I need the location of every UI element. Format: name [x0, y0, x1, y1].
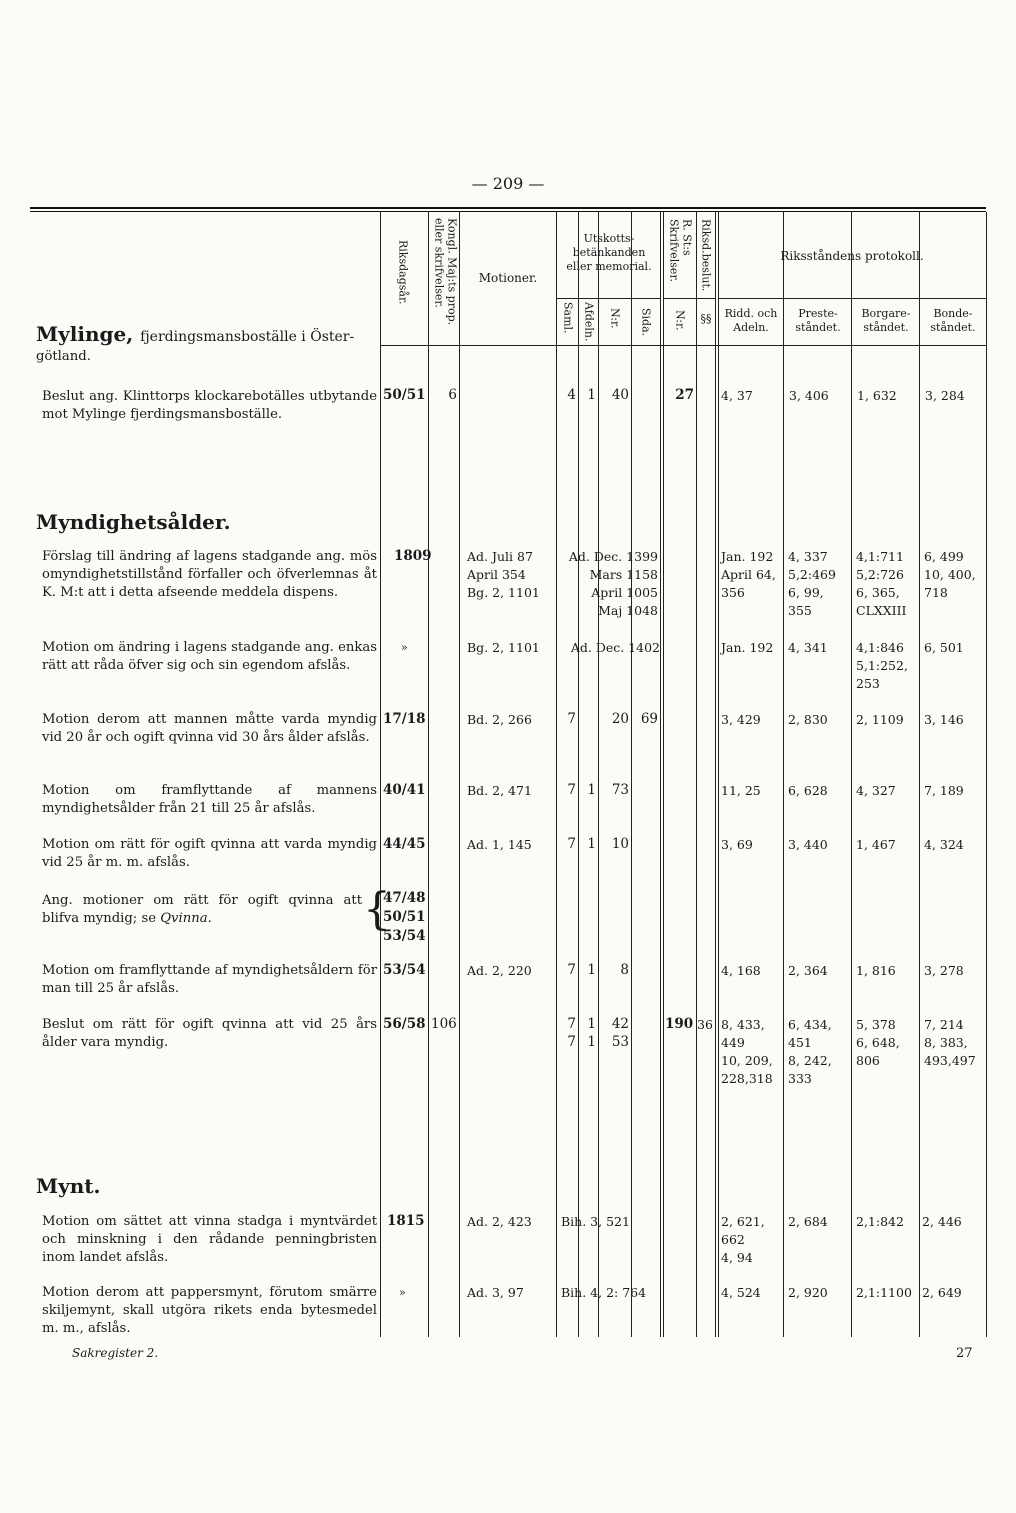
header-par: §§ [700, 312, 712, 325]
header-kongl-prop: Kongl. Maj:ts prop. eller skrifvelser. [432, 218, 459, 326]
entry-saml: 7 [567, 1016, 576, 1032]
footer-register: Sakregister 2. [72, 1346, 159, 1360]
entry-rsts: 27 [675, 387, 694, 403]
entry-saml: 4 [567, 387, 576, 403]
entry-motion: Ad. 2, 423 [467, 1214, 532, 1229]
entry-nr: 20 [611, 711, 629, 727]
entry-afd: 1 [587, 782, 596, 798]
entry-borg: 2,1:1100 [856, 1285, 912, 1300]
header-sub-line [663, 298, 715, 299]
entry-description: Motion om rätt för ogift qvinna att varda myndig vid 25 år m. m. afslås. [42, 837, 377, 870]
entry-preste: 3, 440 [788, 837, 828, 852]
entry-ridd: 4, 94 [721, 1250, 753, 1265]
entry-borg: 4,1:846 [856, 640, 904, 655]
col-line [631, 212, 632, 1337]
entry-cross-reference [42, 892, 362, 928]
entry-sida: 69 [640, 711, 658, 727]
header-sub-line [718, 298, 986, 299]
entry-bonde: 3, 278 [924, 963, 964, 978]
entry-borg: CLXXIII [856, 603, 907, 618]
entry-bonde: 6, 499 [924, 549, 964, 564]
header-sida: Sida. [639, 308, 653, 337]
entry-saml: 7 [567, 836, 576, 852]
entry-motion: Bg. 2, 1101 [467, 585, 540, 600]
entry-preste: 2, 684 [788, 1214, 828, 1229]
entry-borg: 2, 1109 [856, 712, 904, 727]
entry-nr: 73 [611, 782, 629, 798]
entry-utskott: Maj 1048 [598, 603, 658, 618]
entry-bonde: 718 [924, 585, 948, 600]
entry-motion: Bd. 2, 266 [467, 712, 532, 727]
entry-motion: Ad. 3, 97 [467, 1285, 524, 1300]
entry-ridd: 449 [721, 1035, 745, 1050]
entry-bonde: 3, 284 [925, 388, 965, 403]
entry-motion: April 354 [467, 567, 526, 582]
entry-motion: Ad. 2, 220 [467, 963, 532, 978]
entry-description: Förslag till ändring af lagens stadgande ang. mös omyndighetstillstånd förfaller och öfverlemnas åt K. M:t att i detta afseende meddela dispens. [42, 549, 377, 600]
entry-ridd: April 64, [721, 567, 776, 582]
entry-description: Beslut om rätt för ogift qvinna att vid 25 års ålder vara myndig. [42, 1017, 377, 1050]
entry-preste: 333 [788, 1071, 812, 1086]
entry-bonde: 2, 446 [922, 1214, 962, 1229]
header-ridd: Ridd. och Adeln. [724, 307, 778, 334]
entry-bonde: 8, 383, [924, 1035, 968, 1050]
section-heading-mynt: Mynt. [36, 1174, 101, 1198]
header-saml: Saml. [561, 302, 575, 334]
entry-borg: 5,2:726 [856, 567, 904, 582]
entry-saml: 7 [567, 711, 576, 727]
col-line [459, 212, 460, 1337]
header-riksd-beslut: Riksd.beslut. [699, 219, 713, 292]
header-nr: N:r. [608, 308, 622, 329]
entry-preste: 4, 341 [788, 640, 828, 655]
header-protokoll: Riksståndens protokoll. [780, 249, 924, 263]
entry-bonde: 2, 649 [922, 1285, 962, 1300]
entry-nr: 53 [611, 1034, 629, 1050]
entry-year: 56/58 [383, 1016, 426, 1032]
entry-description: Motion om sättet att vinna stadga i myntvärdet och minskning i den rådande penningbristen inom landet afslås. [42, 1214, 377, 1265]
header-nr2: N:r. [673, 310, 687, 331]
entry-preste: 2, 920 [788, 1285, 828, 1300]
entry-ridd: 356 [721, 585, 745, 600]
section-heading-mylinge [36, 322, 354, 346]
cross-reference-link[interactable]: Qvinna. [160, 911, 212, 926]
entry-year: 40/41 [383, 782, 426, 798]
entry-prop: 106 [431, 1016, 457, 1032]
entry-ridd: 228,318 [721, 1071, 773, 1086]
entry-motion: Bg. 2, 1101 [467, 640, 540, 655]
entry-nr: 40 [611, 387, 629, 403]
col-line [660, 212, 661, 1337]
entry-utskott: Ad. Dec. 1399 [568, 549, 658, 564]
col-line [578, 212, 579, 1337]
entry-bonde: 493,497 [924, 1053, 976, 1068]
col-line [715, 212, 716, 1337]
brace: { [363, 884, 391, 935]
entry-ridd: Jan. 192 [721, 640, 774, 655]
entry-year: 47/48 [383, 890, 426, 906]
entry-borg: 1, 632 [857, 388, 897, 403]
entry-saml: 7 [567, 962, 576, 978]
entry-description: Motion derom att mannen måtte varda myndig vid 20 år och ogift qvinna vid 30 års ålder afslås. [42, 712, 377, 745]
heading-subtitle: fjerdingsmansboställe i Öster- [140, 329, 355, 345]
header-rsts: R. St:s Skrifvelser. [667, 219, 694, 282]
header-motioner: Motioner. [478, 271, 538, 285]
entry-ridd: 4, 524 [721, 1285, 761, 1300]
entry-borg: 5,1:252, [856, 658, 908, 673]
entry-bonde: 3, 146 [924, 712, 964, 727]
header-riksdagsar: Riksdagsår. [396, 240, 410, 305]
entry-preste: 3, 406 [789, 388, 829, 403]
entry-motion: Ad. Juli 87 [467, 549, 533, 564]
header-afdeln: Afdeln. [582, 302, 596, 342]
entry-rsts: 190 [665, 1016, 694, 1032]
entry-year: 50/51 [383, 387, 426, 403]
header-bottom-line [380, 345, 986, 346]
top-rule [30, 207, 986, 209]
entry-ridd: 2, 621, [721, 1214, 765, 1229]
entry-afd: 1 [587, 962, 596, 978]
entry-motion: Ad. 1, 145 [467, 837, 532, 852]
entry-nr: 10 [611, 836, 629, 852]
entry-borg: 6, 648, [856, 1035, 900, 1050]
entry-afd: 1 [587, 1034, 596, 1050]
entry-borg: 4,1:711 [856, 549, 904, 564]
col-line [556, 212, 557, 1337]
entry-borg: 4, 327 [856, 783, 896, 798]
col-line [919, 212, 920, 1337]
heading-title: Mylinge, [36, 322, 134, 346]
entry-description: Motion om framflyttande af mannens myndighetsålder från 21 till 25 år afslås. [42, 783, 377, 816]
entry-description: Motion om framflyttande af myndighetsåldern för man till 25 år afslås. [42, 963, 377, 996]
entry-preste: 6, 434, [788, 1017, 832, 1032]
header-sub-line [556, 298, 660, 299]
entry-ridd: 10, 209, [721, 1053, 773, 1068]
entry-ridd: 4, 37 [721, 388, 753, 403]
entry-motion: Bd. 2, 471 [467, 783, 532, 798]
entry-afd: 1 [587, 1016, 596, 1032]
entry-borg: 6, 365, [856, 585, 900, 600]
footer-sheet-number: 27 [956, 1346, 973, 1361]
entry-borg: 1, 816 [856, 963, 896, 978]
entry-borg: 253 [856, 676, 880, 691]
entry-preste: 2, 364 [788, 963, 828, 978]
entry-ridd: 3, 429 [721, 712, 761, 727]
entry-utskott: Bih. 4, 2: 764 [561, 1285, 647, 1300]
col-line [851, 212, 852, 1337]
entry-preste: 6, 628 [788, 783, 828, 798]
entry-ridd: Jan. 192 [721, 549, 774, 564]
entry-afd: 1 [587, 836, 596, 852]
entry-borg: 2,1:842 [856, 1214, 904, 1229]
col-line [428, 212, 429, 1337]
entry-utskott: April 1005 [591, 585, 658, 600]
entry-utskott: Mars 1158 [589, 567, 658, 582]
cross-reference-text: Ang. motioner om rätt för ogift qvinna att blifva myndig; se [42, 893, 362, 926]
entry-ridd: 8, 433, [721, 1017, 765, 1032]
entry-year: 1815 [387, 1213, 425, 1229]
col-line [986, 212, 987, 1337]
entry-preste: 2, 830 [788, 712, 828, 727]
entry-description: Beslut ang. Klinttorps klockarebotälles utbytande mot Mylinge fjerdingsmansboställe. [42, 389, 377, 422]
entry-afd: 1 [587, 387, 596, 403]
section-heading-myndighetsalder: Myndighetsålder. [36, 510, 231, 534]
entry-preste: 8, 242, [788, 1053, 832, 1068]
header-borgare: Borgare- ståndet. [861, 307, 911, 334]
entry-borg: 5, 378 [856, 1017, 896, 1032]
entry-preste: 4, 337 [788, 549, 828, 564]
entry-saml: 7 [567, 1034, 576, 1050]
entry-preste: 451 [788, 1035, 812, 1050]
entry-ridd: 11, 25 [721, 783, 761, 798]
top-rule-2 [30, 211, 986, 212]
entry-preste: 6, 99, [788, 585, 824, 600]
page-number: — 209 — [471, 174, 545, 193]
entry-nr: 42 [611, 1016, 629, 1032]
entry-prop: 6 [448, 387, 457, 403]
entry-year: 53/54 [383, 962, 426, 978]
entry-bonde: 6, 501 [924, 640, 964, 655]
entry-description: Motion om ändring i lagens stadgande ang. enkas rätt att råda öfver sig och sin egendom afslås. [42, 640, 377, 673]
entry-nr: 8 [620, 962, 629, 978]
entry-saml: 7 [567, 782, 576, 798]
entry-year: 1809 [394, 548, 432, 564]
entry-preste: 355 [788, 603, 812, 618]
col-line [783, 212, 784, 1337]
entry-bonde: 7, 214 [924, 1017, 964, 1032]
entry-year: 53/54 [383, 928, 426, 944]
col-line [696, 212, 697, 1337]
entry-bonde: 7, 189 [924, 783, 964, 798]
header-bonde: Bonde- ståndet. [930, 307, 976, 334]
entry-year: 50/51 [383, 909, 426, 925]
heading-continuation: götland. [36, 349, 91, 364]
col-line [380, 212, 381, 1337]
col-line [718, 212, 719, 1337]
header-preste: Preste- ståndet. [795, 307, 841, 334]
entry-utskott: Ad. Dec. 1402 [570, 640, 660, 655]
entry-ridd: 4, 168 [721, 963, 761, 978]
header-utskotts: Utskotts- betänkanden eller memorial. [566, 232, 652, 273]
entry-bonde: 4, 324 [924, 837, 964, 852]
entry-preste: 5,2:469 [788, 567, 836, 582]
entry-year: » [401, 641, 408, 654]
entry-year: » [399, 1286, 406, 1299]
col-line [663, 212, 664, 1337]
entry-par: 36 [697, 1017, 713, 1032]
entry-borg: 806 [856, 1053, 880, 1068]
entry-description: Motion derom att pappersmynt, förutom smärre skiljemynt, skall utgöra rikets enda bytesmedel m. m., afslås. [42, 1285, 377, 1336]
entry-year: 17/18 [383, 711, 426, 727]
col-line [598, 212, 599, 1337]
entry-year: 44/45 [383, 836, 426, 852]
entry-bonde: 10, 400, [924, 567, 976, 582]
entry-ridd: 662 [721, 1232, 745, 1247]
entry-utskott: Bih. 3, 521 [561, 1214, 630, 1229]
entry-ridd: 3, 69 [721, 837, 753, 852]
entry-borg: 1, 467 [856, 837, 896, 852]
